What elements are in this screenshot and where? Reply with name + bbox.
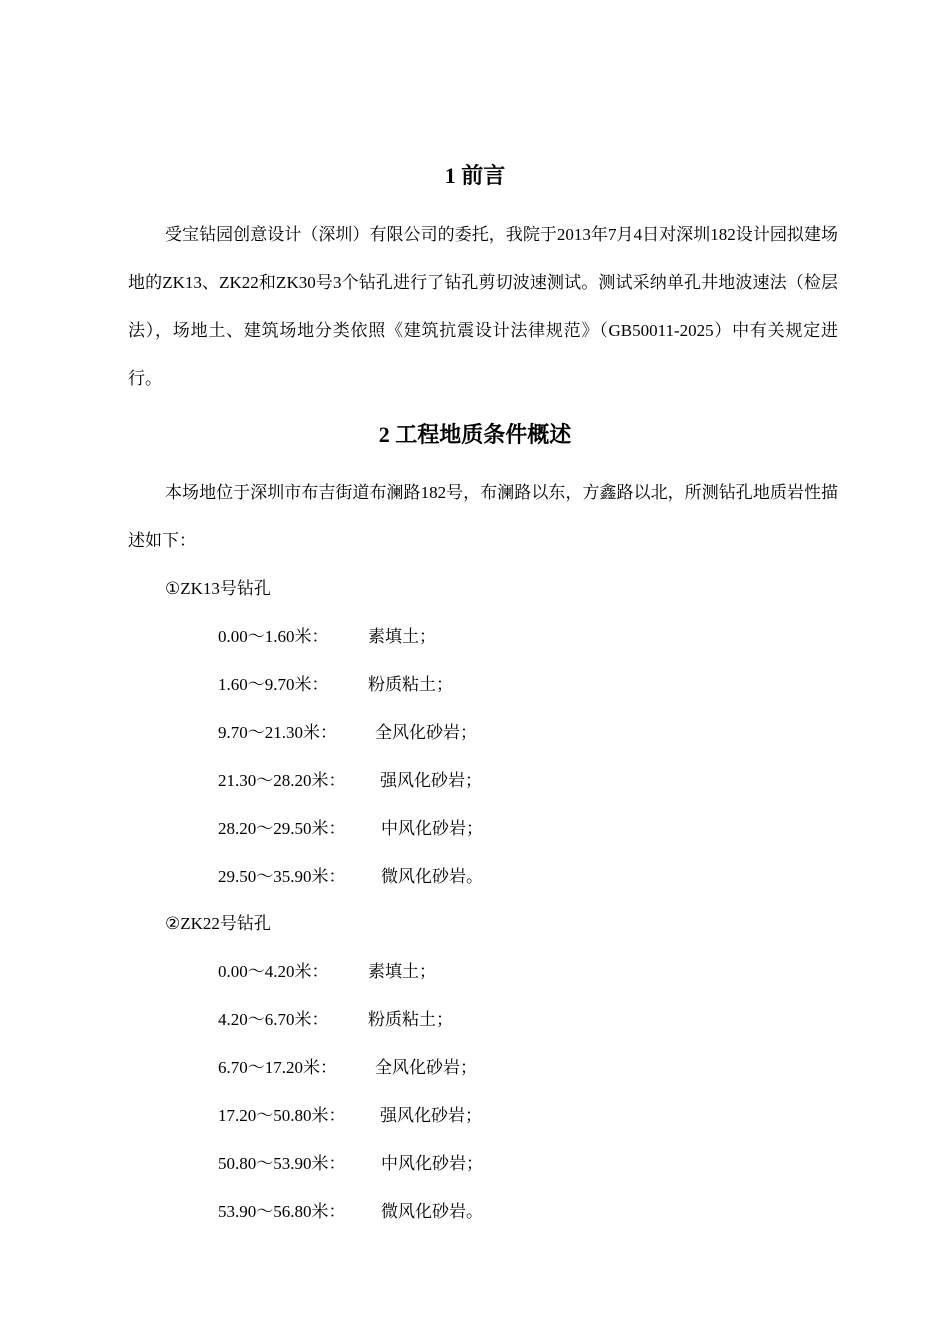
layer-row: [218, 1056, 477, 1080]
layer-depth-range: 4.20～6.70米：: [218, 1010, 329, 1029]
layer-description: 中风化砂岩；: [381, 1154, 483, 1173]
layer-row: [218, 769, 482, 793]
layer-depth-range: 53.90～56.80米：: [218, 1202, 346, 1221]
borehole-zk22-title: ②ZK22号钻孔: [165, 914, 271, 933]
layer-row: [218, 1008, 453, 1032]
section-2-heading: 2 工程地质条件概述: [378, 422, 572, 447]
layer-description: 中风化砂岩；: [381, 819, 483, 838]
layer-depth-range: 21.30～28.20米：: [218, 771, 346, 790]
layer-description: 全风化砂岩；: [375, 1058, 477, 1077]
layer-row: [218, 960, 436, 984]
layer-description: 粉质粘土；: [368, 1010, 453, 1029]
layer-row: [218, 817, 483, 841]
layer-row: [218, 721, 477, 745]
layer-depth-range: 1.60～9.70米：: [218, 675, 329, 694]
layer-row: [218, 673, 453, 697]
layer-depth-range: 6.70～17.20米：: [218, 1058, 337, 1077]
layer-depth-range: 0.00～1.60米：: [218, 627, 329, 646]
layer-description: 全风化砂岩；: [375, 723, 477, 742]
section-2-paragraph: 本场地位于深圳市布吉街道布澜路182号，布澜路以东，方鑫路以北，所测钻孔地质岩性描述如下：: [128, 483, 838, 550]
layer-description: 强风化砂岩；: [380, 1106, 482, 1125]
layer-depth-range: 50.80～53.90米：: [218, 1154, 346, 1173]
layer-description: 粉质粘土；: [368, 675, 453, 694]
borehole-zk13-title: ①ZK13号钻孔: [165, 579, 271, 598]
layer-depth-range: 9.70～21.30米：: [218, 723, 337, 742]
layer-row: [218, 865, 483, 889]
layer-row: [218, 625, 436, 649]
layer-description: 素填土；: [368, 962, 436, 981]
layer-depth-range: 0.00～4.20米：: [218, 962, 329, 981]
layer-depth-range: 17.20～50.80米：: [218, 1106, 346, 1125]
layer-description: 强风化砂岩；: [380, 771, 482, 790]
section-1-heading: 1 前言: [444, 163, 506, 188]
section-1-paragraph: 受宝钻园创意设计（深圳）有限公司的委托，我院于2013年7月4日对深圳182设计园拟建场地的ZK13、ZK22和ZK30号3个钻孔进行了钻孔剪切波速测试。测试采纳单孔井地波速法（检层法），场地土、建筑场地分类依照《建筑抗震设计法律规范》（GB50011-2025）中有关规定进行。: [128, 225, 838, 388]
layer-row: [218, 1200, 483, 1224]
layer-row: [218, 1104, 482, 1128]
layer-depth-range: 29.50～35.90米：: [218, 867, 346, 886]
layer-depth-range: 28.20～29.50米：: [218, 819, 346, 838]
layer-description: 素填土；: [368, 627, 436, 646]
layer-description: 微风化砂岩。: [381, 867, 483, 886]
layer-description: 微风化砂岩。: [381, 1202, 483, 1221]
layer-row: [218, 1152, 483, 1176]
